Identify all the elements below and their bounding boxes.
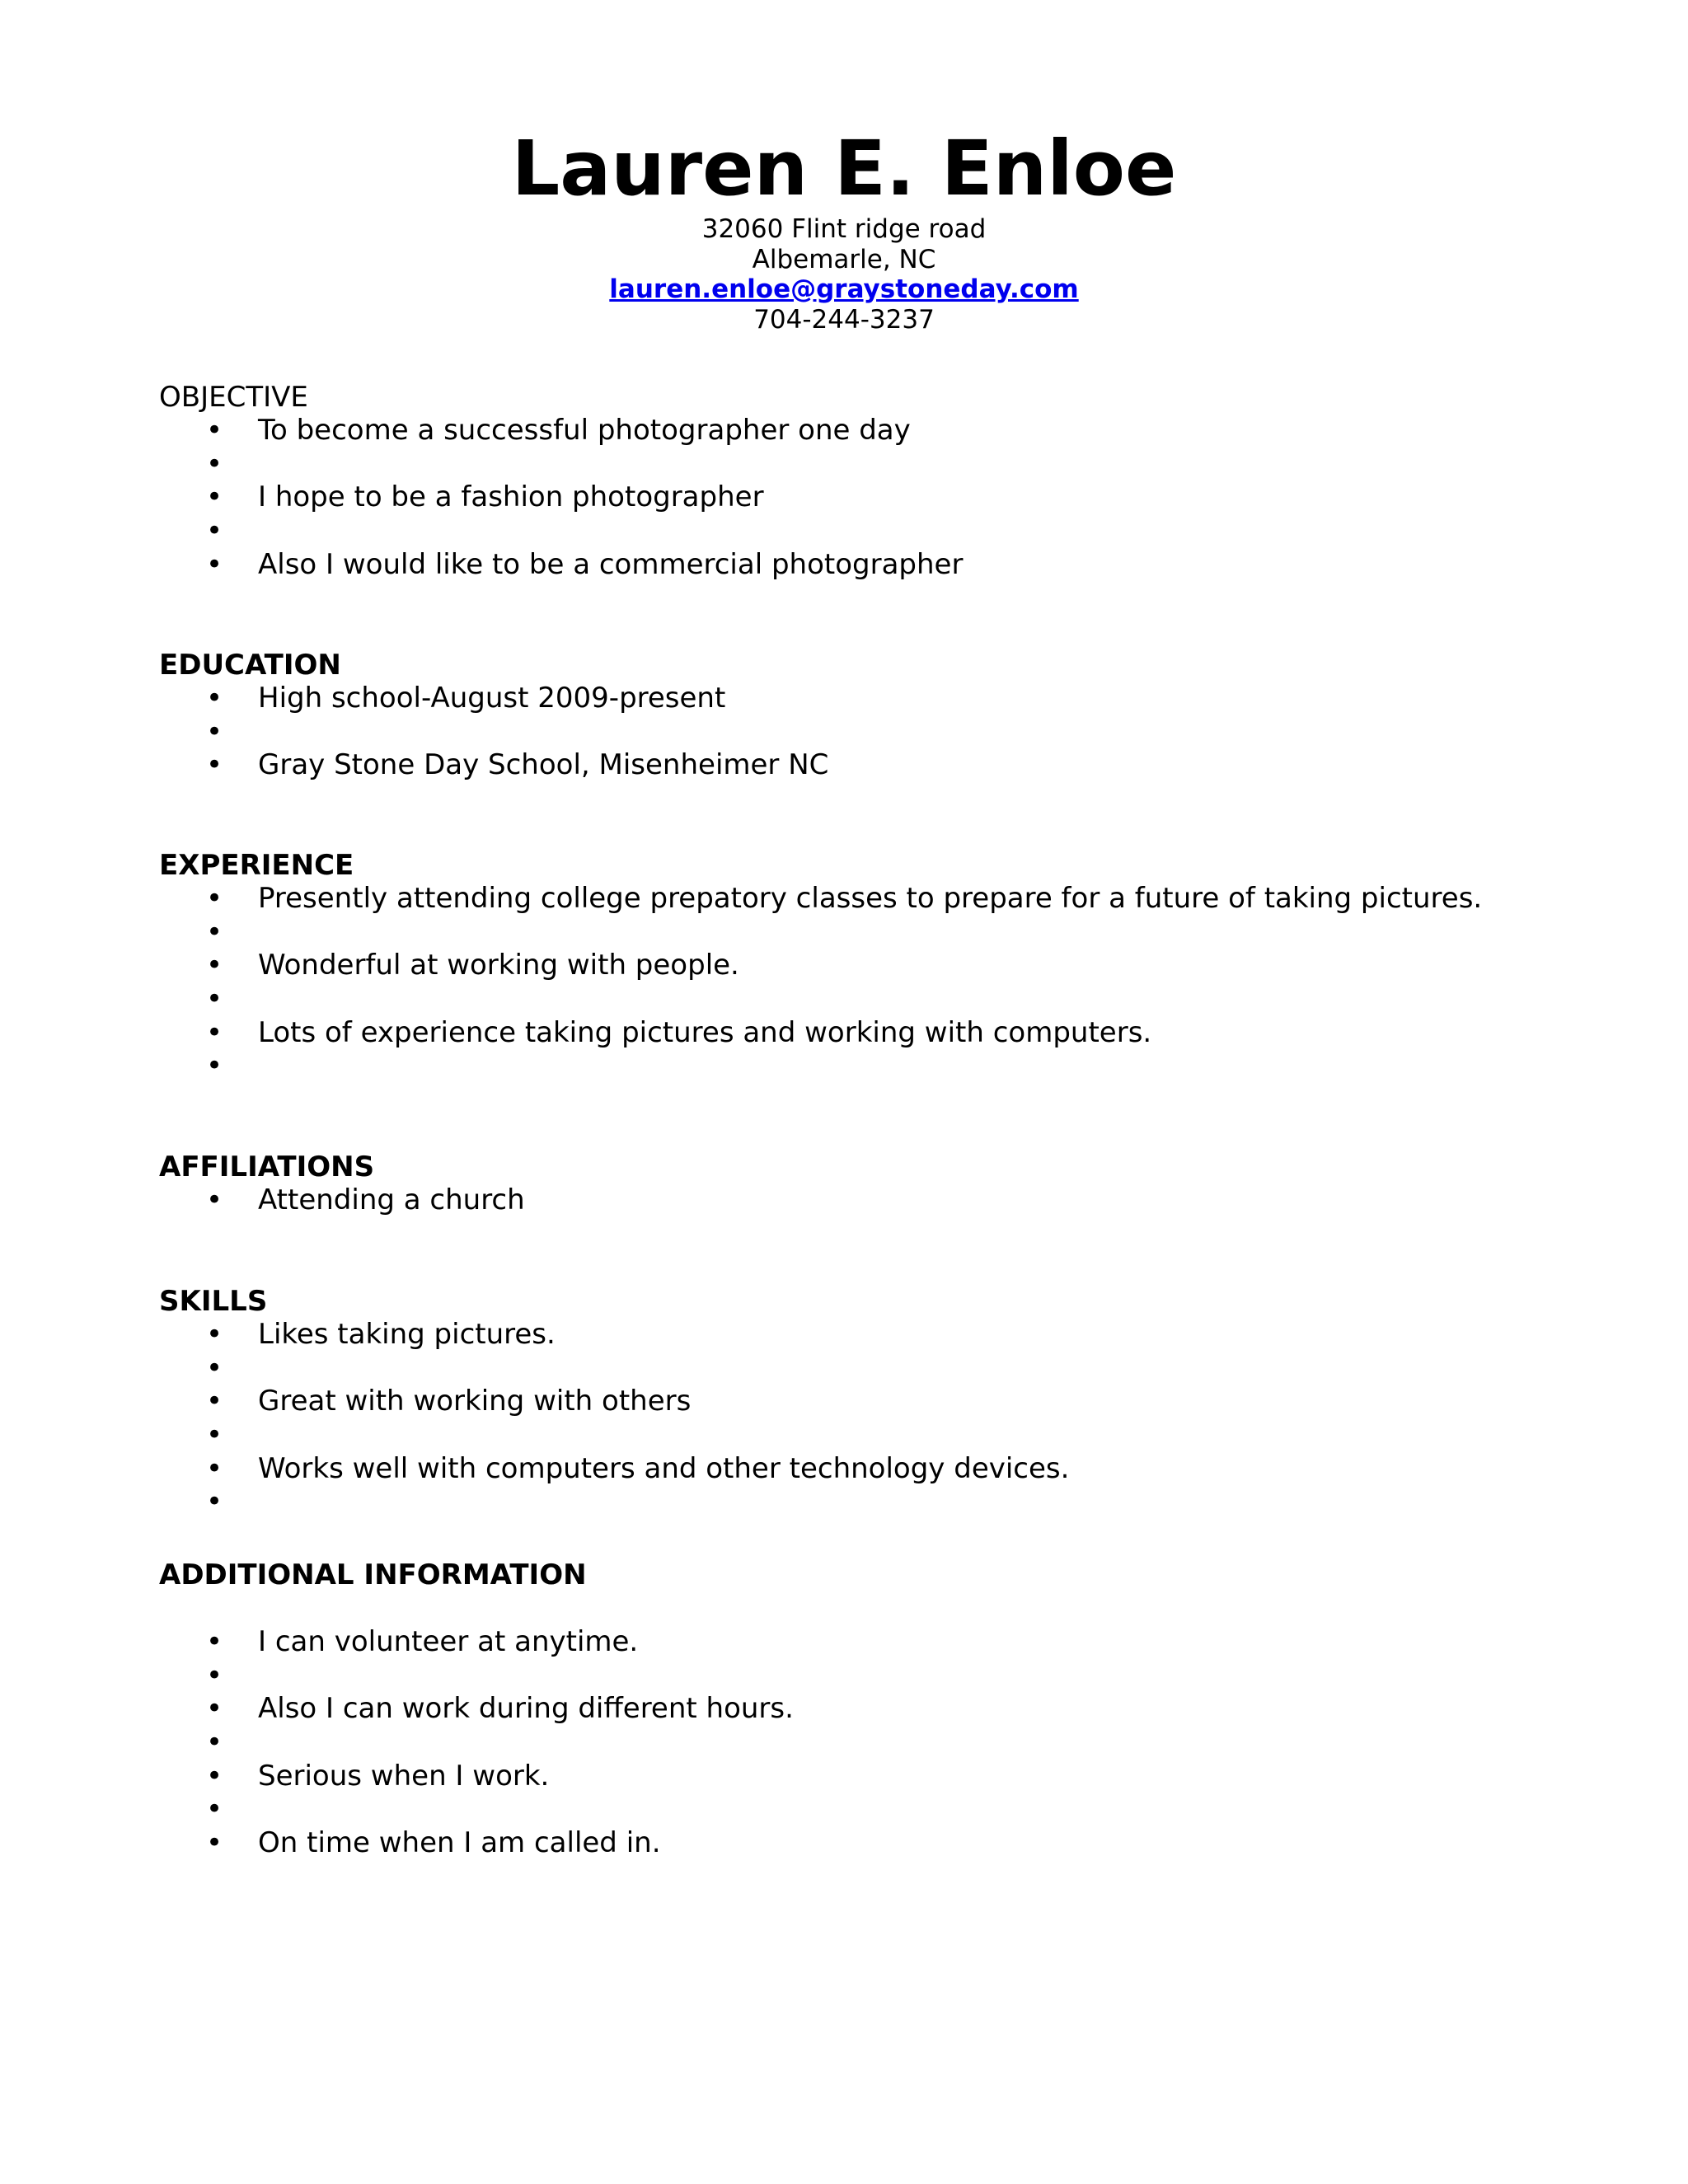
address-line-1: 32060 Flint ridge road — [701, 214, 987, 244]
list-item: • Great with working with others — [159, 1385, 1626, 1418]
list-item — [159, 982, 1626, 1016]
list-item — [159, 1659, 1626, 1693]
list-item: • Presently attending college prepatory classes to prepare for a future of taking pictures. — [159, 882, 1626, 916]
list-item: • Wonderful at working with people. — [159, 949, 1626, 982]
list-item: • Serious when I work. — [159, 1760, 1626, 1793]
education-list — [159, 682, 1626, 782]
additional-information-heading: ADDITIONAL INFORMATION — [159, 1558, 587, 1591]
applicant-name: Lauren E. Enloe — [511, 124, 1177, 213]
resume-header — [0, 124, 1688, 335]
skills-heading: SKILLS — [159, 1285, 268, 1318]
list-item: • Gray Stone Day School, Misenheimer NC — [159, 748, 1626, 782]
list-item — [159, 916, 1626, 949]
list-item: • I hope to be a fashion photographer — [159, 480, 1626, 514]
list-item — [159, 514, 1626, 548]
objective-list — [159, 414, 1626, 581]
experience-section — [159, 849, 1626, 1083]
objective-section — [159, 381, 1626, 581]
affiliations-heading: AFFILIATIONS — [159, 1151, 375, 1183]
objective-heading: OBJECTIVE — [159, 381, 308, 414]
list-item — [159, 1049, 1626, 1083]
experience-list — [159, 882, 1626, 1083]
list-item: • Likes taking pictures. — [159, 1318, 1626, 1352]
list-item: • Also I would like to be a commercial photographer — [159, 548, 1626, 582]
list-item — [159, 1726, 1626, 1760]
list-item: • Attending a church — [159, 1183, 1626, 1217]
education-section — [159, 649, 1626, 782]
list-item — [159, 1793, 1626, 1826]
additional-information-list — [159, 1625, 1626, 1860]
list-item: • To become a successful photographer one day — [159, 414, 1626, 448]
list-item — [159, 1352, 1626, 1385]
experience-heading: EXPERIENCE — [159, 849, 354, 882]
skills-list — [159, 1318, 1626, 1519]
list-item: • I can volunteer at anytime. — [159, 1625, 1626, 1659]
education-heading: EDUCATION — [159, 649, 341, 682]
phone-number: 704-244-3237 — [753, 304, 935, 335]
affiliations-section — [159, 1151, 1626, 1217]
list-item — [159, 1418, 1626, 1452]
list-item — [159, 1485, 1626, 1519]
list-item — [159, 715, 1626, 749]
affiliations-list — [159, 1183, 1626, 1217]
list-item: • On time when I am called in. — [159, 1826, 1626, 1860]
email-link[interactable]: lauren.enloe@graystoneday.com — [609, 274, 1079, 304]
list-item: • High school-August 2009-present — [159, 682, 1626, 715]
list-item — [159, 448, 1626, 481]
list-item: • Lots of experience taking pictures and working with computers. — [159, 1016, 1626, 1050]
address-line-2: Albemarle, NC — [752, 244, 936, 274]
skills-section — [159, 1285, 1626, 1519]
list-item: • Also I can work during different hours. — [159, 1692, 1626, 1726]
additional-information-section — [159, 1558, 1626, 1860]
list-item: • Works well with computers and other technology devices. — [159, 1452, 1626, 1486]
